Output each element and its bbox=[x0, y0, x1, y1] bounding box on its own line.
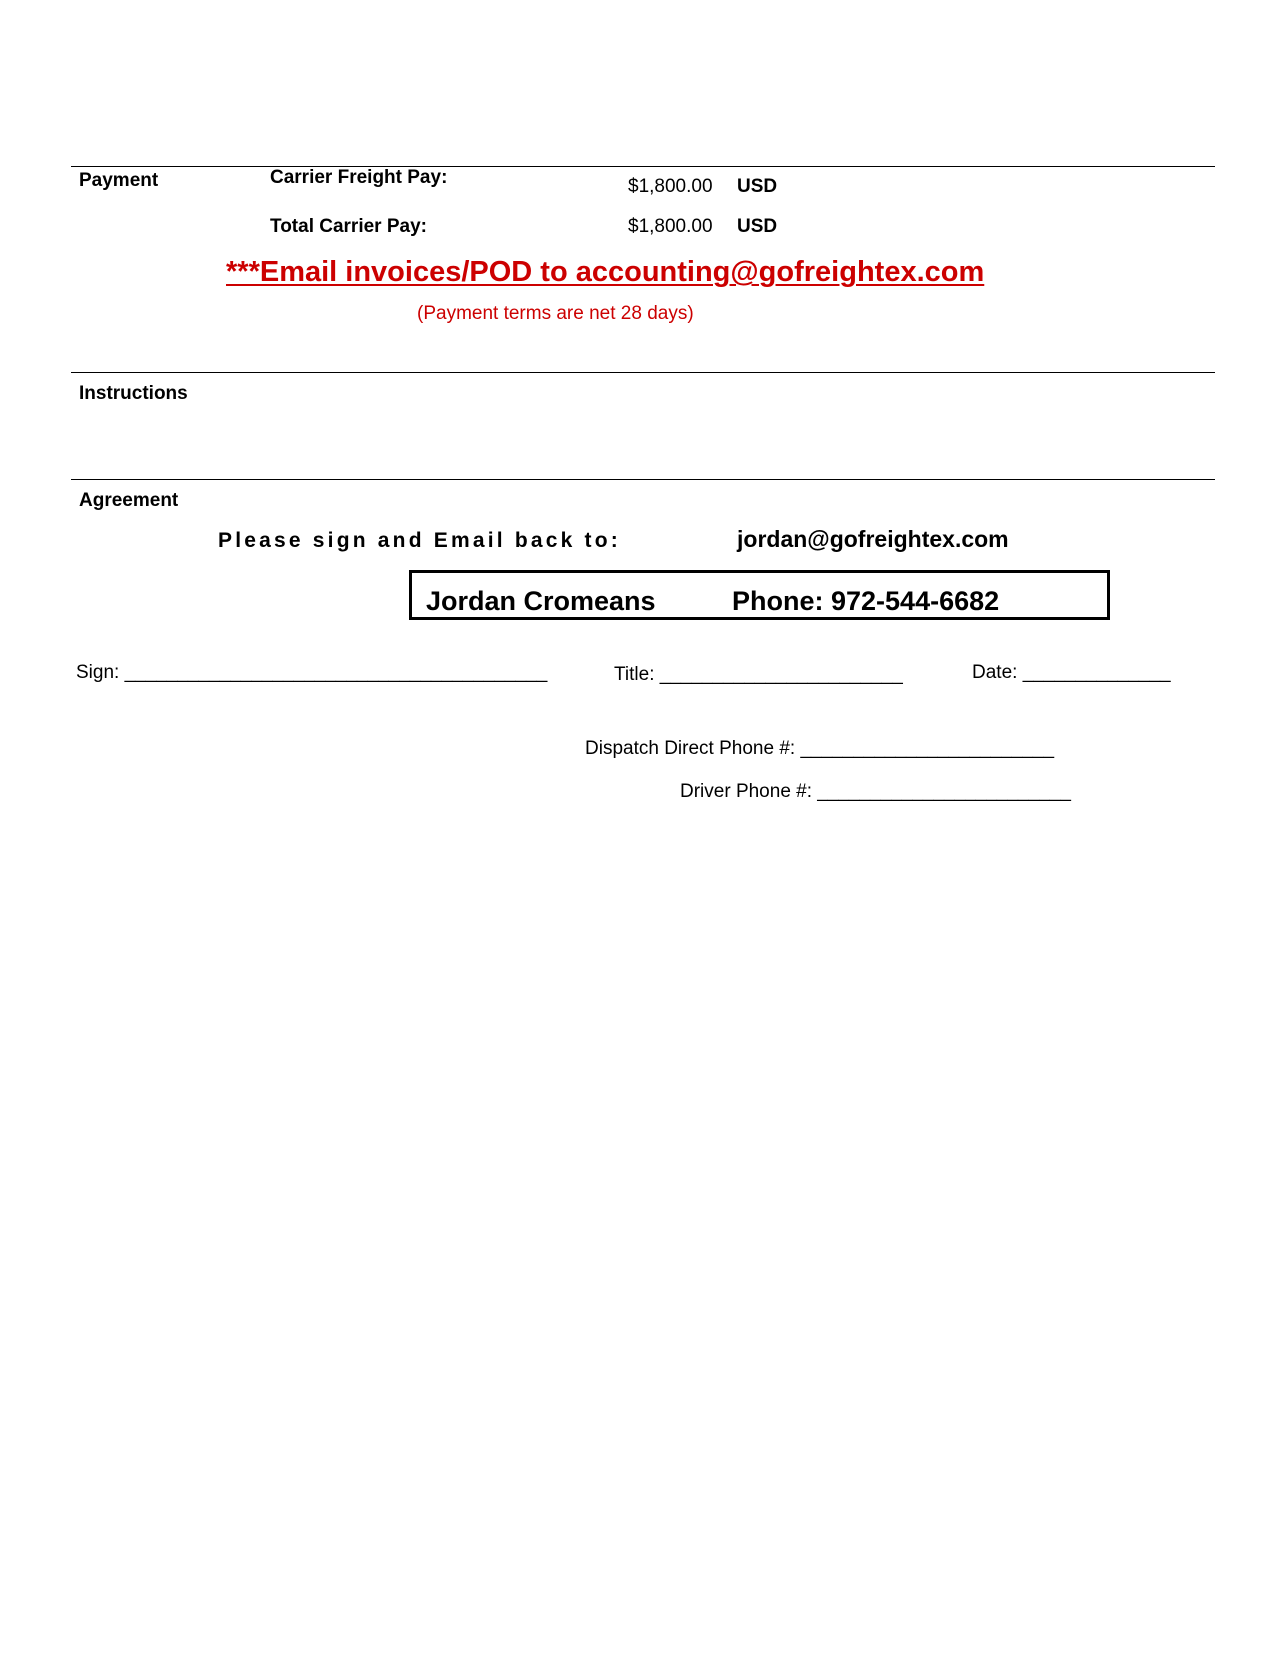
total-carrier-pay-amount: $1,800.00 bbox=[628, 216, 713, 237]
payment-section-label: Payment bbox=[79, 170, 159, 191]
payment-terms-note: (Payment terms are net 28 days) bbox=[417, 303, 694, 324]
contact-name: Jordan Cromeans bbox=[426, 586, 656, 616]
sign-field[interactable]: Sign: ________________________________________ bbox=[76, 662, 548, 683]
agreement-section-label: Agreement bbox=[79, 490, 179, 511]
contact-phone: Phone: 972-544-6682 bbox=[732, 586, 1000, 616]
driver-phone-field[interactable]: Driver Phone #: ________________________ bbox=[680, 781, 1071, 802]
date-field[interactable]: Date: ______________ bbox=[972, 662, 1171, 683]
agreement-divider bbox=[71, 479, 1215, 480]
contact-box bbox=[409, 570, 1110, 620]
payment-divider bbox=[71, 166, 1215, 167]
title-field[interactable]: Title: _______________________ bbox=[614, 664, 903, 685]
total-carrier-pay-currency: USD bbox=[737, 216, 778, 237]
carrier-freight-pay-label: Carrier Freight Pay: bbox=[270, 167, 448, 188]
total-carrier-pay-label: Total Carrier Pay: bbox=[270, 216, 427, 237]
carrier-freight-pay-currency: USD bbox=[737, 176, 778, 197]
email-invoices-link[interactable]: ***Email invoices/POD to accounting@gofreightex.com bbox=[226, 256, 985, 288]
carrier-freight-pay-amount: $1,800.00 bbox=[628, 176, 713, 197]
agreement-email[interactable]: jordan@gofreightex.com bbox=[737, 526, 1009, 552]
sign-prompt: Please sign and Email back to: bbox=[218, 529, 621, 552]
instructions-divider bbox=[71, 372, 1215, 373]
dispatch-phone-field[interactable]: Dispatch Direct Phone #: ________________________ bbox=[585, 738, 1055, 759]
instructions-section-label: Instructions bbox=[79, 383, 188, 404]
